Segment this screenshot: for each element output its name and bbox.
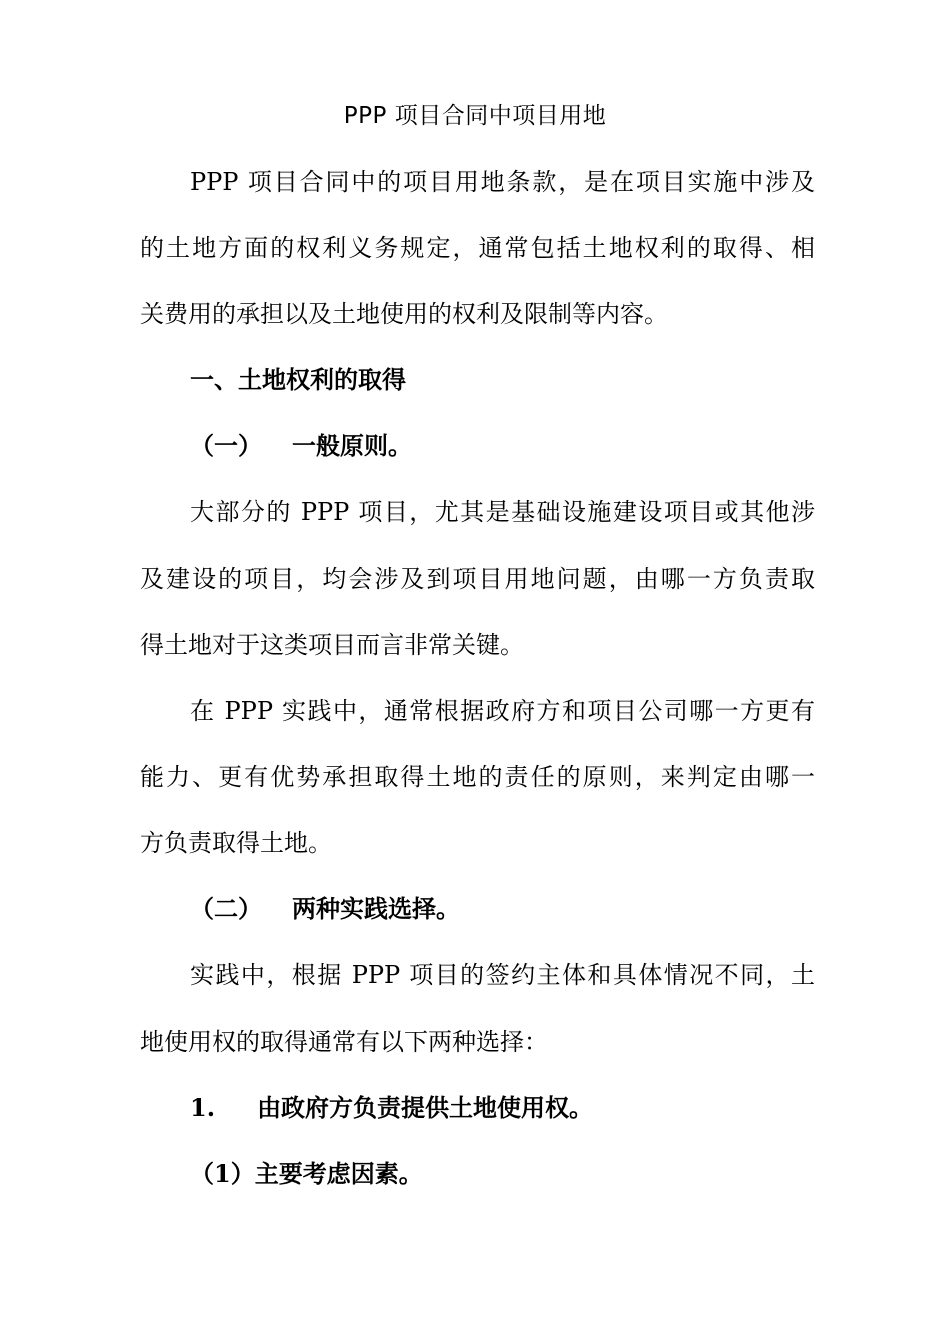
- subsection-number: （二）: [190, 894, 262, 923]
- subsection-heading: [190, 892, 865, 926]
- subsection-heading: [190, 429, 865, 463]
- heading-title: 由政府方负责提供土地使用权。: [257, 1093, 594, 1122]
- paragraph-line: PPP 项目合同中的项目用地条款，是在项目实施中涉及: [190, 168, 815, 196]
- paragraph-line: 地使用权的取得通常有以下两种选择：: [140, 1028, 548, 1056]
- sub-item-heading: （1）主要考虑因素。: [190, 1159, 423, 1188]
- document-title: PPP 项目合同中项目用地: [343, 103, 607, 129]
- subsection-title: 一般原则。: [292, 431, 412, 460]
- paragraph-line: 得土地对于这类项目而言非常关键。: [140, 631, 524, 659]
- paragraph-line: 的土地方面的权利义务规定，通常包括土地权利的取得、相: [140, 234, 815, 262]
- subsection-title: 两种实践选择。: [292, 894, 460, 923]
- paragraph-line: 实践中，根据 PPP 项目的签约主体和具体情况不同，土: [190, 961, 815, 989]
- paragraph-line: 能力、更有优势承担取得土地的责任的原则，来判定由哪一: [140, 763, 815, 791]
- paragraph-line: 方负责取得土地。: [140, 829, 332, 857]
- paragraph-line: 及建设的项目，均会涉及到项目用地问题，由哪一方负责取: [140, 565, 815, 593]
- paragraph-line: 在 PPP 实践中，通常根据政府方和项目公司哪一方更有: [190, 697, 815, 725]
- heading-number: 1.: [190, 1093, 216, 1122]
- numbered-heading: [190, 1091, 865, 1125]
- section-heading: 一、土地权利的取得: [190, 365, 406, 394]
- paragraph-line: 大部分的 PPP 项目，尤其是基础设施建设项目或其他涉: [190, 498, 815, 526]
- paragraph-line: 关费用的承担以及土地使用的权利及限制等内容。: [140, 300, 668, 328]
- subsection-number: （一）: [190, 431, 262, 460]
